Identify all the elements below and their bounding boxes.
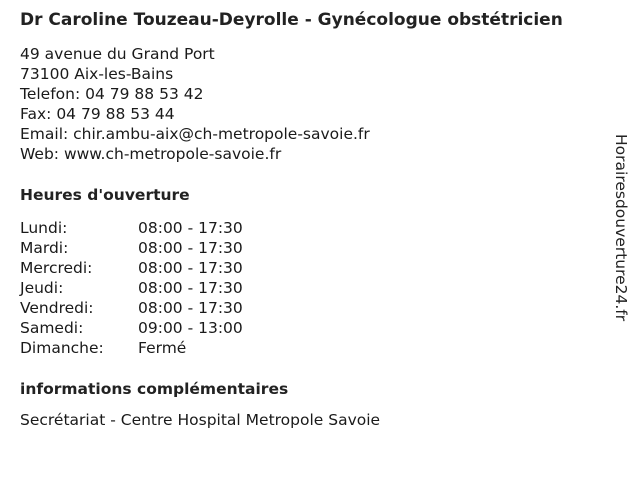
city-address: 73100 Aix-les-Bains (20, 65, 174, 83)
day-label: Jeudi: (20, 279, 64, 297)
address-block (20, 44, 620, 164)
page-title: Dr Caroline Touzeau-Deyrolle - Gynécologue obstétricien (20, 10, 563, 30)
time-value: 08:00 - 17:30 (138, 219, 243, 237)
hours-row-tuesday (20, 238, 620, 258)
fax-number: Fax: 04 79 88 53 44 (20, 105, 175, 123)
time-value: 08:00 - 17:30 (138, 279, 243, 297)
time-value: 08:00 - 17:30 (138, 259, 243, 277)
day-label: Vendredi: (20, 299, 94, 317)
business-card (20, 10, 620, 430)
day-label: Dimanche: (20, 339, 104, 357)
hours-row-wednesday (20, 258, 620, 278)
email-address: Email: chir.ambu-aix@ch-metropole-savoie.fr (20, 125, 370, 143)
time-value: 09:00 - 13:00 (138, 319, 243, 337)
day-label: Samedi: (20, 319, 84, 337)
hours-row-friday (20, 298, 620, 318)
street-address: 49 avenue du Grand Port (20, 45, 215, 63)
time-value: 08:00 - 17:30 (138, 239, 243, 257)
day-label: Mardi: (20, 239, 69, 257)
hours-row-monday (20, 218, 620, 238)
day-label: Mercredi: (20, 259, 93, 277)
hours-row-sunday (20, 338, 620, 358)
opening-hours-table (20, 218, 620, 358)
info-text: Secrétariat - Centre Hospital Metropole Savoie (20, 411, 381, 429)
time-value: 08:00 - 17:30 (138, 299, 243, 317)
day-label: Lundi: (20, 219, 68, 237)
site-watermark: Horairesdouverture24.fr (612, 134, 630, 322)
hours-heading: Heures d'ouverture (20, 186, 190, 204)
phone-number: Telefon: 04 79 88 53 42 (20, 85, 204, 103)
info-heading: informations complémentaires (20, 380, 289, 398)
hours-row-thursday (20, 278, 620, 298)
website-address: Web: www.ch-metropole-savoie.fr (20, 145, 282, 163)
time-value: Fermé (138, 339, 187, 357)
hours-row-saturday (20, 318, 620, 338)
